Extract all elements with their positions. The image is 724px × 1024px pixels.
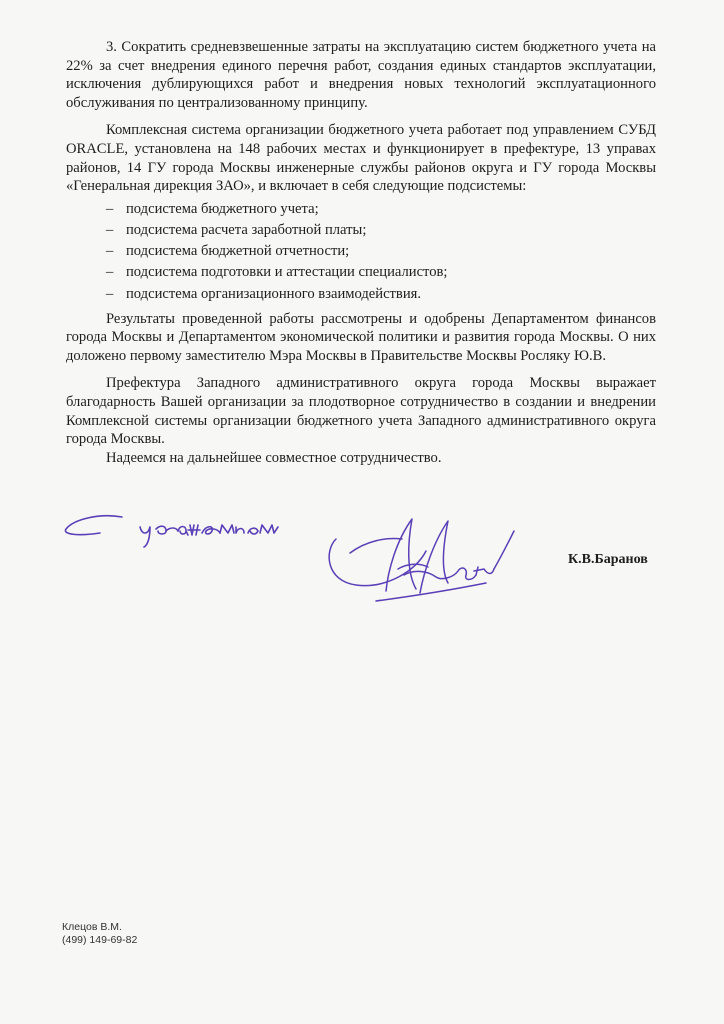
list-item: [66, 200, 656, 219]
subsystem-label: подсистема бюджетного учета;: [126, 200, 319, 217]
bullet-dash: –: [106, 243, 114, 260]
paragraph-gratitude: Префектура Западного административного округа города Москвы выражает благодарность Вашей организации за плодотворное сотрудничество в создании и внедрении Комплексной системы организации бюджетного учета Западного административного округа города Москвы.: [66, 375, 656, 448]
paragraph-closing: Надеемся на дальнейшее совместное сотрудничество.: [106, 449, 442, 466]
signature-image: [316, 511, 516, 616]
subsystem-label: подсистема бюджетной отчетности;: [126, 243, 350, 260]
bullet-dash: –: [106, 285, 114, 302]
list-item: [66, 221, 656, 240]
subsystem-label: подсистема расчета заработной платы;: [126, 221, 367, 238]
subsystem-list: [66, 200, 656, 303]
subsystem-label: подсистема организационного взаимодействия.: [126, 285, 421, 302]
list-item: [66, 263, 656, 282]
list-item: [66, 285, 656, 304]
letter-body: [66, 38, 656, 467]
bullet-dash: –: [106, 200, 114, 217]
paragraph-results: Результаты проведенной работы рассмотрены и одобрены Департаментом финансов города Москвы и Департаментом экономической политики и развития города Москвы. О них доложено первому заместителю Мэра Москвы в Правительстве Москвы Росляку Ю.В.: [66, 310, 656, 364]
bullet-dash: –: [106, 221, 114, 238]
bullet-dash: –: [106, 264, 114, 281]
handwritten-greeting-icon: [60, 505, 310, 550]
signature-icon: [316, 511, 516, 611]
handwritten-greeting: [60, 505, 310, 555]
paragraph-cost-reduction: 3. Сократить средневзвешенные затраты на эксплуатацию систем бюджетного учета на 22% за счет внедрения единого перечня работ, создания единых стандартов эксплуатации, исключения дублирующихся работ и внедрения новых технологий эксплуатационного обслуживания по централизованному принципу.: [66, 39, 656, 111]
subsystem-label: подсистема подготовки и аттестации специалистов;: [126, 264, 448, 281]
list-item: [66, 242, 656, 261]
signer-name: К.В.Баранов: [568, 552, 648, 567]
executor-phone: (499) 149-69-82: [62, 934, 138, 946]
executor-name: Клецов В.М.: [62, 921, 122, 933]
signature-block: [60, 505, 660, 615]
executor-footer: [62, 921, 137, 947]
paragraph-system-description: Комплексная система организации бюджетного учета работает под управлением СУБД ORACLE, установлена на 148 рабочих местах и функционирует в префектуре, 13 управах районов, 14 ГУ города Москвы инженерные службы районов округа и ГУ города Москвы «Генеральная дирекция ЗАО», и включает в себя следующие подсистемы:: [66, 122, 656, 195]
